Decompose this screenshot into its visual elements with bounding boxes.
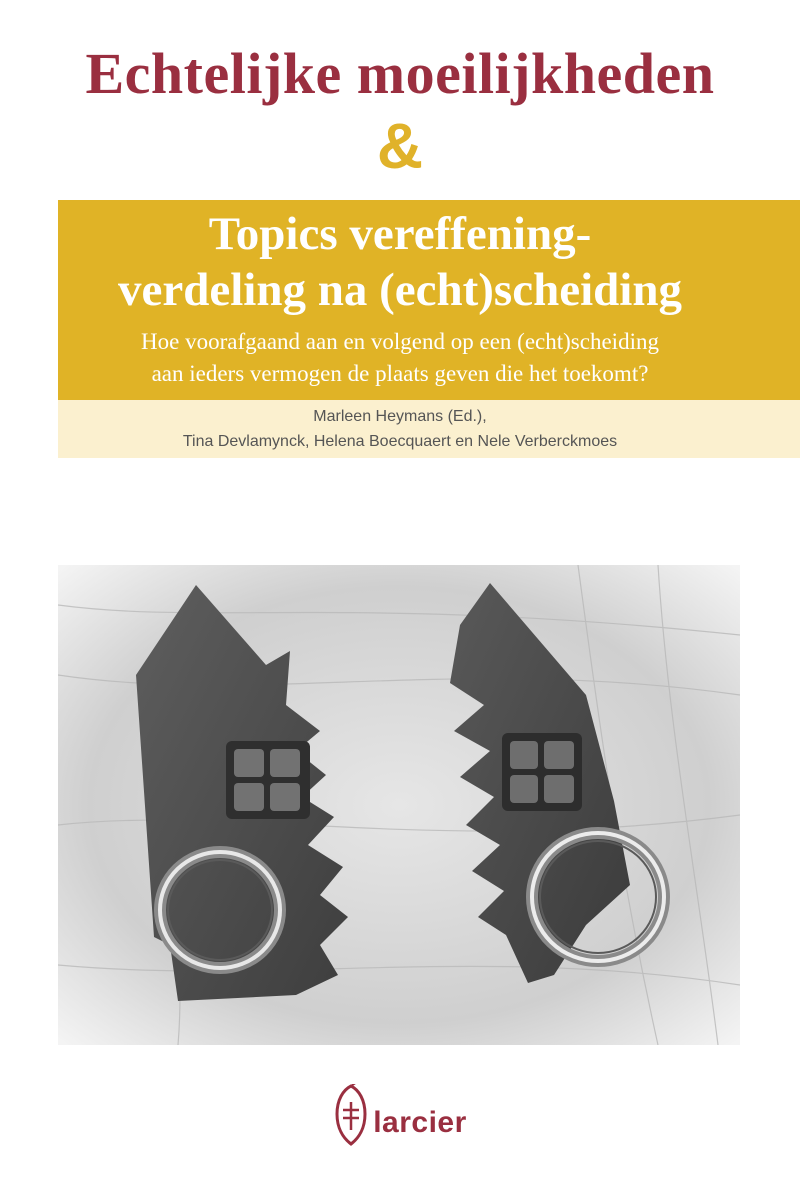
question-line-1: Hoe voorafgaand aan en volgend op een (echt)scheiding (141, 329, 659, 354)
cover-photo (58, 565, 740, 1045)
cover-authors (0, 404, 800, 454)
publisher-name: larcier (373, 1106, 467, 1139)
split-house-rings-illustration (58, 565, 740, 1045)
cover-subtitle (0, 206, 800, 318)
cover-title: Echtelijke moeilijkheden (85, 41, 715, 106)
cover-question (0, 326, 800, 390)
publisher-logo (0, 1080, 800, 1150)
cover-ampersand: & (376, 110, 424, 182)
knight-helmet-icon (333, 1084, 369, 1146)
question-line-2: aan ieders vermogen de plaats geven die het toekomt? (151, 361, 649, 386)
authors-line-1: Marleen Heymans (Ed.), (313, 408, 487, 425)
subtitle-line-2: verdeling na (echt)scheiding (118, 264, 682, 316)
subtitle-line-1: Topics vereffening- (208, 208, 592, 260)
authors-line-2: Tina Devlamynck, Helena Boecquaert en Nele Verberckmoes (182, 433, 618, 450)
